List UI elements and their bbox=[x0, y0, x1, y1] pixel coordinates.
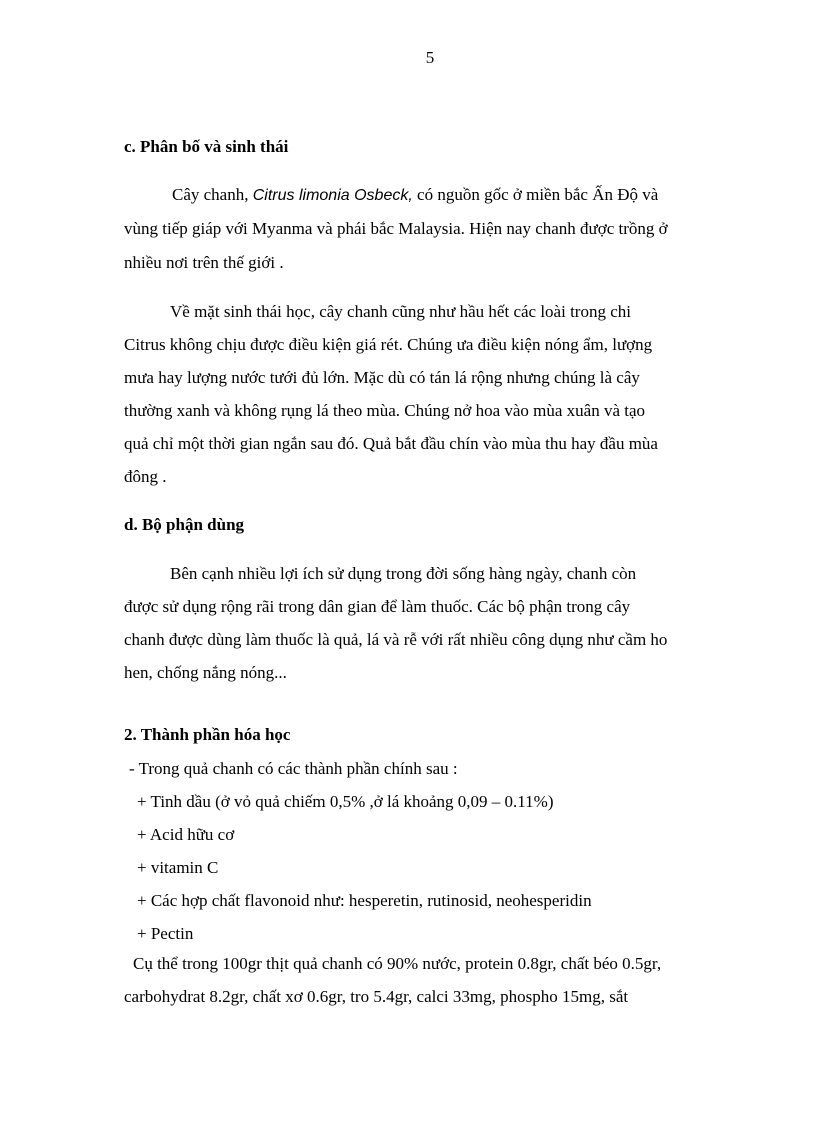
section-d-p1-line2: được sử dụng rộng rãi trong dân gian để làm thuốc. Các bộ phận trong cây bbox=[124, 597, 631, 616]
section-d-p1-line1: Bên cạnh nhiều lợi ích sử dụng trong đời sống hàng ngày, chanh còn bbox=[170, 564, 637, 583]
section-c-p1-line1 bbox=[172, 185, 658, 205]
section-2-intro: - Trong quả chanh có các thành phần chính sau : bbox=[129, 759, 458, 778]
section-2-detail-line2: carbohydrat 8.2gr, chất xơ 0.6gr, tro 5.4gr, calci 33mg, phospho 15mg, sắt bbox=[124, 987, 629, 1006]
section-c-p2-line5: quả chỉ một thời gian ngắn sau đó. Quả bắt đầu chín vào mùa thu hay đầu mùa bbox=[124, 434, 658, 453]
section-c-p2-line2: Citrus không chịu được điều kiện giá rét. Chúng ưa điều kiện nóng ẩm, lượng bbox=[124, 335, 653, 354]
section-c-p1-line3: nhiều nơi trên thế giới . bbox=[124, 253, 284, 272]
section-d-p1-line3: chanh được dùng làm thuốc là quả, lá và rễ với rất nhiều công dụng như cầm ho bbox=[124, 630, 668, 649]
list-item: + Các hợp chất flavonoid như: hesperetin, rutinosid, neohesperidin bbox=[137, 891, 592, 910]
section-c-p2-line3: mưa hay lượng nước tưới đủ lớn. Mặc dù có tán lá rộng nhưng chúng là cây bbox=[124, 368, 640, 387]
section-2-heading: 2. Thành phần hóa học bbox=[124, 725, 291, 744]
p1-line1-post: có nguồn gốc ở miền bắc Ấn Độ và bbox=[412, 185, 659, 204]
section-2-detail-line1: Cụ thể trong 100gr thịt quả chanh có 90% nước, protein 0.8gr, chất béo 0.5gr, bbox=[133, 954, 662, 973]
section-c-p2-line1: Về mặt sinh thái học, cây chanh cũng như hầu hết các loài trong chi bbox=[170, 302, 631, 321]
section-c-p1-line2: vùng tiếp giáp với Myanma và phái bắc Malaysia. Hiện nay chanh được trồng ở bbox=[124, 219, 668, 238]
list-item: + Tinh dầu (ở vỏ quả chiếm 0,5% ,ở lá khoảng 0,09 – 0.11%) bbox=[137, 792, 554, 811]
scientific-name: Citrus limonia Osbeck, bbox=[252, 187, 413, 204]
list-item: + Pectin bbox=[137, 924, 194, 943]
list-item: + vitamin C bbox=[137, 858, 219, 877]
section-d-heading: d. Bộ phận dùng bbox=[124, 515, 245, 534]
section-d-p1-line4: hen, chống nắng nóng... bbox=[124, 663, 287, 682]
section-c-heading: c. Phân bố và sinh thái bbox=[124, 137, 289, 156]
section-c-p2-line4: thường xanh và không rụng lá theo mùa. Chúng nở hoa vào mùa xuân và tạo bbox=[124, 401, 646, 420]
list-item: + Acid hữu cơ bbox=[137, 825, 235, 844]
p1-line1-pre: Cây chanh, bbox=[172, 185, 253, 204]
page-number: 5 bbox=[425, 48, 435, 67]
section-c-p2-line6: đông . bbox=[124, 467, 167, 486]
